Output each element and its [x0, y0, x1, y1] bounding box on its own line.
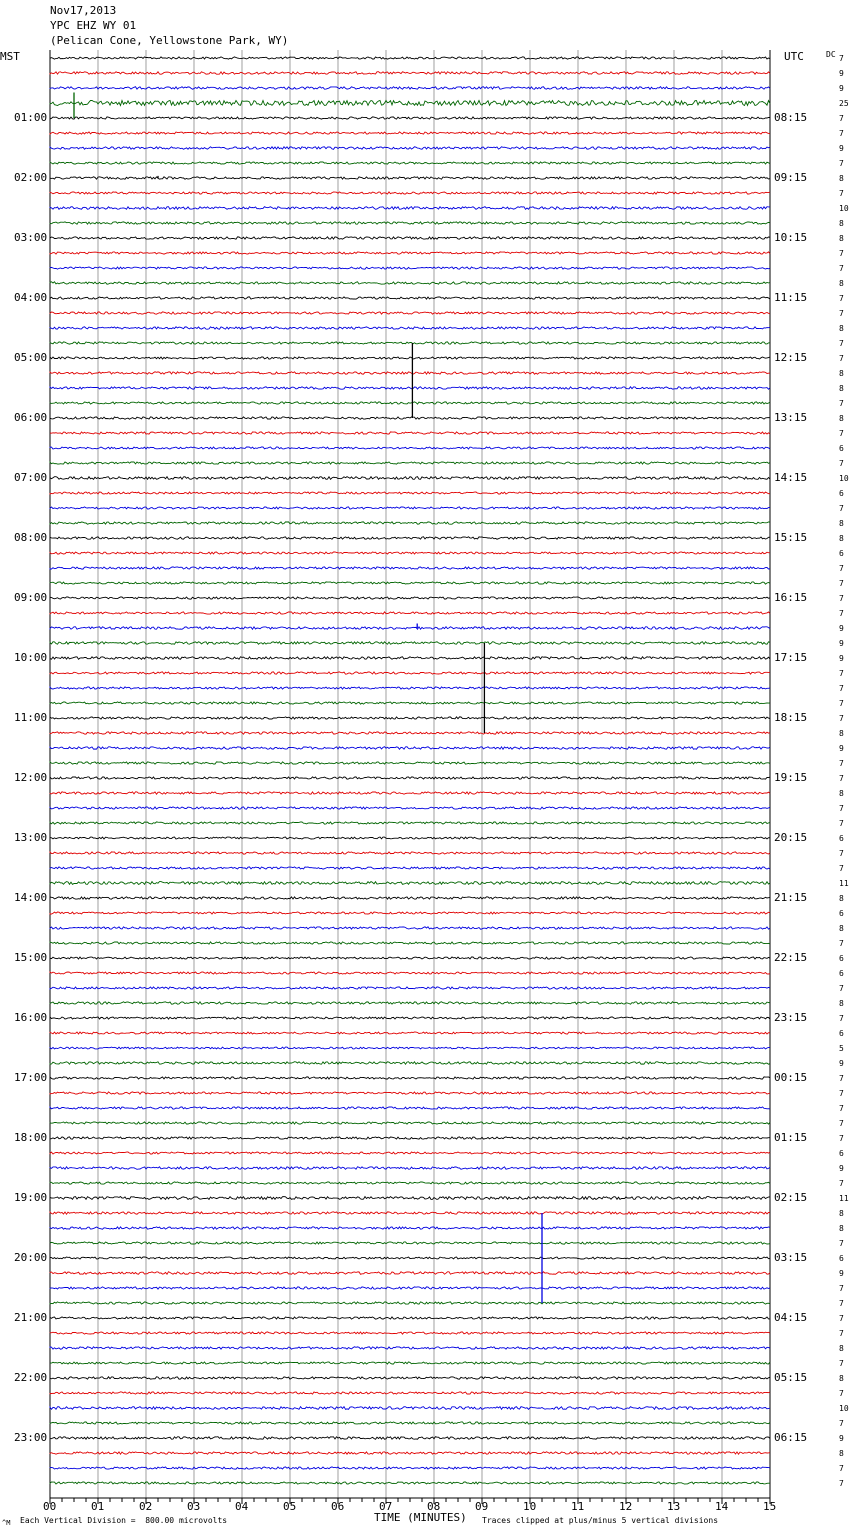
- dc-value: 9: [839, 654, 844, 663]
- trace-row: [50, 237, 770, 239]
- trace-row: [50, 1032, 770, 1034]
- dc-value: 9: [839, 639, 844, 648]
- trace-row: [50, 72, 770, 75]
- dc-value: 7: [839, 774, 844, 783]
- right-hour-label: 22:15: [774, 951, 808, 964]
- trace-row: [50, 1437, 770, 1440]
- trace-row: [50, 687, 770, 689]
- right-hour-label: 02:15: [774, 1191, 808, 1204]
- trace-row: [50, 417, 770, 419]
- right-hour-label: 11:15: [774, 291, 808, 304]
- x-tick-label: 14: [715, 1500, 729, 1513]
- trace-row: [50, 657, 770, 660]
- dc-value: 8: [839, 894, 844, 903]
- dc-value: 8: [839, 384, 844, 393]
- trace-row: [50, 987, 770, 989]
- right-hour-label: 20:15: [774, 831, 808, 844]
- x-tick-label: 04: [235, 1500, 249, 1513]
- trace-row: [50, 402, 770, 404]
- left-hour-label: 12:00: [14, 771, 48, 784]
- dc-value: 8: [839, 1344, 844, 1353]
- dc-value: 10: [839, 474, 849, 483]
- right-hour-label: 16:15: [774, 591, 808, 604]
- trace-row: [50, 1347, 770, 1349]
- trace-row: [50, 777, 770, 779]
- left-hour-label: 10:00: [14, 651, 48, 664]
- trace-row: [50, 1092, 770, 1094]
- left-hour-label: 03:00: [14, 231, 48, 244]
- dc-value: 8: [839, 414, 844, 423]
- trace-row: [50, 462, 770, 464]
- trace-row: [50, 101, 770, 106]
- dc-value: 7: [839, 1014, 844, 1023]
- dc-value: 7: [839, 1329, 844, 1338]
- dc-value: 7: [839, 714, 844, 723]
- dc-value: 7: [839, 1119, 844, 1128]
- dc-value: 7: [839, 1134, 844, 1143]
- trace-row: [50, 612, 770, 614]
- right-timezone-label: UTC: [784, 50, 804, 63]
- right-hour-label: 19:15: [774, 771, 808, 784]
- trace-row: [50, 477, 770, 480]
- corner-mark: ^M: [2, 1519, 11, 1527]
- dc-value: 7: [839, 1479, 844, 1488]
- left-timezone-label: MST: [0, 50, 20, 63]
- x-tick-label: 03: [187, 1500, 201, 1513]
- trace-row: [50, 252, 770, 254]
- dc-value: 7: [839, 159, 844, 168]
- dc-value: 8: [839, 924, 844, 933]
- dc-value: 8: [839, 234, 844, 243]
- left-hour-label: 23:00: [14, 1431, 48, 1444]
- trace-row: [50, 717, 770, 719]
- trace-row: [50, 837, 770, 839]
- dc-value: 6: [839, 969, 844, 978]
- trace-row: [50, 192, 770, 194]
- dc-value: 6: [839, 444, 844, 453]
- right-hour-label: 06:15: [774, 1431, 808, 1444]
- trace-row: [50, 972, 770, 974]
- trace-row: [50, 567, 770, 569]
- dc-value: 8: [839, 324, 844, 333]
- left-hour-label: 14:00: [14, 891, 48, 904]
- right-hour-label: 18:15: [774, 711, 808, 724]
- trace-row: [50, 762, 770, 764]
- left-hour-label: 16:00: [14, 1011, 48, 1024]
- x-tick-label: 15: [763, 1500, 777, 1513]
- trace-row: [50, 1287, 770, 1289]
- station-location: (Pelican Cone, Yellowstone Park, WY): [50, 34, 289, 47]
- dc-value: 7: [839, 1464, 844, 1473]
- dc-value: 7: [839, 1104, 844, 1113]
- dc-value: 7: [839, 804, 844, 813]
- right-hour-label: 14:15: [774, 471, 808, 484]
- dc-value: 7: [839, 984, 844, 993]
- trace-row: [50, 447, 770, 449]
- station-code: YPC EHZ WY 01: [50, 19, 137, 32]
- x-tick-label: 07: [379, 1500, 393, 1513]
- dc-value: 7: [839, 564, 844, 573]
- dc-value: 7: [839, 699, 844, 708]
- right-hour-label: 04:15: [774, 1311, 808, 1324]
- trace-row: [50, 432, 770, 434]
- x-tick-label: 08: [427, 1500, 441, 1513]
- x-tick-label: 10: [523, 1500, 537, 1513]
- trace-row: [50, 1392, 770, 1394]
- trace-row: [50, 1212, 770, 1214]
- trace-row: [50, 597, 770, 599]
- dc-value: 9: [839, 144, 844, 153]
- left-hour-label: 07:00: [14, 471, 48, 484]
- trace-row: [50, 867, 770, 869]
- dc-value: 7: [839, 864, 844, 873]
- right-hour-label: 01:15: [774, 1131, 808, 1144]
- right-hour-label: 08:15: [774, 111, 808, 124]
- trace-row: [50, 162, 770, 164]
- dc-value: 7: [839, 579, 844, 588]
- trace-row: [50, 522, 770, 524]
- division-note: Each Vertical Division = 800.00 microvolts: [20, 1516, 228, 1525]
- dc-value: 8: [839, 999, 844, 1008]
- dc-value: 5: [839, 1044, 844, 1053]
- left-hour-label: 04:00: [14, 291, 48, 304]
- trace-row: [50, 147, 770, 150]
- trace-row: [50, 897, 770, 899]
- trace-row: [50, 1047, 770, 1049]
- right-hour-label: 03:15: [774, 1251, 808, 1264]
- trace-row: [50, 57, 770, 59]
- right-hour-label: 15:15: [774, 531, 808, 544]
- trace-row: [50, 312, 770, 314]
- dc-value: 7: [839, 309, 844, 318]
- trace-row: [50, 807, 770, 809]
- dc-value: 7: [839, 459, 844, 468]
- dc-value: 11: [839, 879, 849, 888]
- dc-value: 7: [839, 759, 844, 768]
- dc-value: 8: [839, 534, 844, 543]
- dc-value: 6: [839, 1029, 844, 1038]
- x-tick-label: 02: [139, 1500, 153, 1513]
- trace-row: [50, 732, 770, 734]
- dc-value: 7: [839, 684, 844, 693]
- dc-value: 8: [839, 789, 844, 798]
- dc-value: 7: [839, 54, 844, 63]
- trace-row: [50, 297, 770, 299]
- dc-value: 6: [839, 954, 844, 963]
- trace-row: [50, 207, 770, 210]
- left-hour-label: 19:00: [14, 1191, 48, 1204]
- trace-row: [50, 1107, 770, 1109]
- trace-row: [50, 1302, 770, 1304]
- dc-value: 9: [839, 1164, 844, 1173]
- trace-row: [50, 1377, 770, 1379]
- trace-row: [50, 1272, 770, 1275]
- right-hour-label: 10:15: [774, 231, 808, 244]
- x-tick-label: 13: [667, 1500, 681, 1513]
- dc-value: 7: [839, 1359, 844, 1368]
- dc-value: 8: [839, 219, 844, 228]
- dc-value: 8: [839, 174, 844, 183]
- dc-value: 7: [839, 1299, 844, 1308]
- trace-row: [50, 1407, 770, 1410]
- dc-value: 7: [839, 504, 844, 513]
- trace-row: [50, 957, 770, 959]
- left-hour-label: 18:00: [14, 1131, 48, 1144]
- dc-value: 7: [839, 819, 844, 828]
- dc-value: 6: [839, 834, 844, 843]
- dc-value: 8: [839, 729, 844, 738]
- dc-value: 7: [839, 1314, 844, 1323]
- left-hour-label: 13:00: [14, 831, 48, 844]
- dc-value: 6: [839, 909, 844, 918]
- dc-value: 7: [839, 849, 844, 858]
- trace-row: [50, 1422, 770, 1424]
- dc-value: 9: [839, 84, 844, 93]
- dc-value: 7: [839, 1089, 844, 1098]
- dc-value: 7: [839, 1419, 844, 1428]
- plot-date: Nov17,2013: [50, 4, 117, 17]
- dc-value: 7: [839, 339, 844, 348]
- trace-row: [50, 1452, 770, 1454]
- trace-row: [50, 1077, 770, 1079]
- right-hour-label: 00:15: [774, 1071, 808, 1084]
- dc-value: 10: [839, 204, 849, 213]
- right-hour-label: 13:15: [774, 411, 808, 424]
- trace-row: [50, 492, 770, 494]
- dc-value: 7: [839, 1284, 844, 1293]
- trace-row: [50, 582, 770, 584]
- left-hour-label: 08:00: [14, 531, 48, 544]
- left-hour-label: 06:00: [14, 411, 48, 424]
- trace-row: [50, 1482, 770, 1484]
- x-tick-label: 09: [475, 1500, 489, 1513]
- dc-value: 6: [839, 549, 844, 558]
- trace-row: [50, 1062, 770, 1065]
- trace-row: [50, 1197, 770, 1200]
- dc-value: 9: [839, 1434, 844, 1443]
- right-hour-label: 21:15: [774, 891, 808, 904]
- right-hour-label: 17:15: [774, 651, 808, 664]
- trace-row: [50, 537, 770, 539]
- dc-value: 7: [839, 249, 844, 258]
- trace-row: [50, 822, 770, 824]
- dc-value: 7: [839, 189, 844, 198]
- dc-value: 9: [839, 744, 844, 753]
- dc-value: 7: [839, 1179, 844, 1188]
- right-hour-label: 23:15: [774, 1011, 808, 1024]
- dc-value: 7: [839, 114, 844, 123]
- dc-value: 25: [839, 99, 849, 108]
- dc-value: 8: [839, 279, 844, 288]
- trace-row: [50, 222, 770, 224]
- dc-value: 8: [839, 519, 844, 528]
- dc-value: 7: [839, 354, 844, 363]
- trace-row: [50, 912, 770, 914]
- trace-row: [50, 327, 770, 329]
- trace-row: [50, 672, 770, 674]
- left-hour-label: 05:00: [14, 351, 48, 364]
- trace-row: [50, 372, 770, 374]
- left-hour-label: 20:00: [14, 1251, 48, 1264]
- trace-row: [50, 1167, 770, 1170]
- trace-row: [50, 882, 770, 885]
- trace-row: [50, 267, 770, 269]
- trace-row: [50, 642, 770, 645]
- dc-value: 6: [839, 1254, 844, 1263]
- trace-row: [50, 507, 770, 509]
- dc-value: 9: [839, 69, 844, 78]
- dc-value: 7: [839, 294, 844, 303]
- trace-row: [50, 282, 770, 284]
- dc-value: 8: [839, 1374, 844, 1383]
- trace-row: [50, 1002, 770, 1004]
- trace-row: [50, 1137, 770, 1139]
- dc-value: 6: [839, 489, 844, 498]
- left-hour-label: 15:00: [14, 951, 48, 964]
- x-axis-title: TIME (MINUTES): [374, 1511, 467, 1524]
- left-hour-label: 09:00: [14, 591, 48, 604]
- dc-value: 7: [839, 264, 844, 273]
- dc-value: 8: [839, 1209, 844, 1218]
- dc-value: 10: [839, 1404, 849, 1413]
- x-tick-label: 05: [283, 1500, 297, 1513]
- clip-note: Traces clipped at plus/minus 5 vertical divisions: [482, 1516, 719, 1525]
- dc-header: DC: [826, 50, 836, 59]
- trace-row: [50, 342, 770, 344]
- dc-value: 7: [839, 399, 844, 408]
- dc-value: 8: [839, 369, 844, 378]
- x-tick-label: 11: [571, 1500, 585, 1513]
- left-hour-label: 17:00: [14, 1071, 48, 1084]
- trace-row: [50, 702, 770, 704]
- dc-value: 7: [839, 1239, 844, 1248]
- dc-value: 7: [839, 609, 844, 618]
- trace-row: [50, 927, 770, 929]
- left-hour-label: 22:00: [14, 1371, 48, 1384]
- dc-value: 7: [839, 429, 844, 438]
- trace-row: [50, 357, 770, 359]
- dc-value: 11: [839, 1194, 849, 1203]
- trace-row: [50, 792, 770, 794]
- trace-row: [50, 1152, 770, 1154]
- dc-value: 7: [839, 669, 844, 678]
- trace-row: [50, 1317, 770, 1319]
- dc-value: 6: [839, 1149, 844, 1158]
- dc-value: 7: [839, 129, 844, 138]
- x-tick-label: 01: [91, 1500, 105, 1513]
- left-hour-label: 01:00: [14, 111, 48, 124]
- trace-row: [50, 747, 770, 750]
- left-hour-label: 11:00: [14, 711, 48, 724]
- dc-value: 9: [839, 1059, 844, 1068]
- trace-row: [50, 852, 770, 854]
- trace-row: [50, 627, 770, 630]
- trace-row: [50, 117, 770, 119]
- dc-value: 7: [839, 1074, 844, 1083]
- dc-value: 7: [839, 1389, 844, 1398]
- right-hour-label: 05:15: [774, 1371, 808, 1384]
- trace-row: [50, 387, 770, 389]
- trace-row: [50, 1122, 770, 1124]
- x-tick-label: 06: [331, 1500, 345, 1513]
- trace-row: [50, 1227, 770, 1229]
- trace-row: [50, 1182, 770, 1184]
- dc-value: 7: [839, 939, 844, 948]
- trace-row: [50, 1017, 770, 1019]
- dc-value: 9: [839, 624, 844, 633]
- right-hour-label: 09:15: [774, 171, 808, 184]
- trace-row: [50, 1242, 770, 1244]
- trace-row: [50, 1467, 770, 1469]
- trace-row: [50, 1257, 770, 1259]
- dc-value: 8: [839, 1449, 844, 1458]
- trace-row: [50, 87, 770, 90]
- left-hour-label: 21:00: [14, 1311, 48, 1324]
- left-hour-label: 02:00: [14, 171, 48, 184]
- x-tick-label: 00: [43, 1500, 57, 1513]
- x-tick-label: 12: [619, 1500, 633, 1513]
- dc-value: 9: [839, 1269, 844, 1278]
- trace-row: [50, 552, 770, 554]
- trace-row: [50, 1362, 770, 1364]
- trace-row: [50, 942, 770, 944]
- dc-value: 7: [839, 594, 844, 603]
- trace-row: [50, 1332, 770, 1334]
- right-hour-label: 12:15: [774, 351, 808, 364]
- trace-row: [50, 132, 770, 134]
- dc-value: 8: [839, 1224, 844, 1233]
